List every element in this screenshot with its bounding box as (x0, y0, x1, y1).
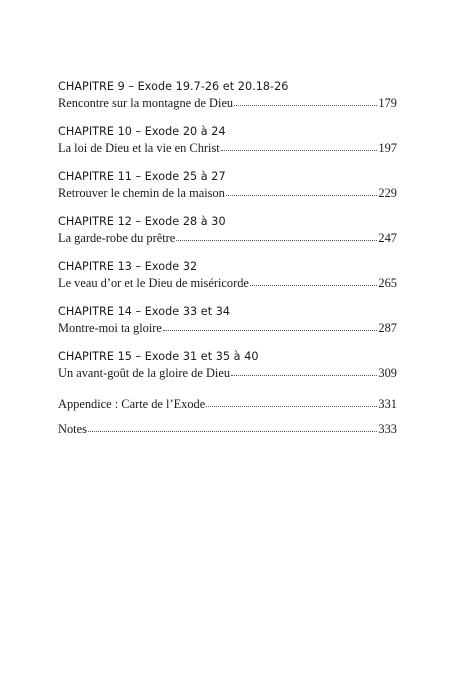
page-number: 331 (378, 397, 397, 411)
entry-title: La loi de Dieu et la vie en Christ (58, 141, 220, 155)
chapter-heading: CHAPITRE 12 – Exode 28 à 30 (58, 215, 226, 228)
toc-entry[interactable] (58, 421, 397, 437)
chapter-heading: CHAPITRE 15 – Exode 31 et 35 à 40 (58, 350, 259, 363)
chapter-heading: CHAPITRE 10 – Exode 20 à 24 (58, 125, 226, 138)
dot-leader (226, 195, 378, 196)
chapter-heading: CHAPITRE 13 – Exode 32 (58, 260, 198, 273)
toc-entry[interactable] (58, 275, 397, 291)
entry-title: La garde-robe du prêtre (58, 231, 176, 245)
entry-title: Notes (58, 422, 87, 436)
table-of-contents (58, 80, 397, 445)
entry-title: Montre-moi ta gloire (58, 321, 162, 335)
page-number: 287 (378, 321, 397, 335)
dot-leader (250, 285, 377, 286)
toc-chapter-10 (58, 125, 397, 170)
chapter-heading: CHAPITRE 14 – Exode 33 et 34 (58, 305, 231, 318)
toc-entry[interactable] (58, 185, 397, 201)
page-number: 333 (378, 422, 397, 436)
page-number: 309 (378, 366, 397, 380)
toc-entry[interactable] (58, 365, 397, 381)
dot-leader (231, 375, 377, 376)
toc-chapter-11 (58, 170, 397, 215)
entry-title: Retrouver le chemin de la maison (58, 186, 225, 200)
dot-leader (163, 330, 377, 331)
toc-entry[interactable] (58, 396, 397, 412)
dot-leader (176, 240, 377, 241)
page-number: 265 (378, 276, 397, 290)
entry-title: Le veau d’or et le Dieu de miséricorde (58, 276, 249, 290)
entry-title: Rencontre sur la montagne de Dieu (58, 96, 234, 110)
toc-chapter-15 (58, 350, 397, 395)
toc-chapter-12 (58, 215, 397, 260)
toc-entry[interactable] (58, 95, 397, 111)
dot-leader (221, 150, 378, 151)
chapter-heading: CHAPITRE 9 – Exode 19.7-26 et 20.18-26 (58, 80, 289, 93)
toc-chapter-9 (58, 80, 397, 125)
entry-title: Appendice : Carte de l’Exode (58, 397, 206, 411)
toc-chapter-13 (58, 260, 397, 305)
toc-appendix (58, 396, 397, 420)
page-number: 229 (378, 186, 397, 200)
toc-chapter-14 (58, 305, 397, 350)
page-number: 247 (378, 231, 397, 245)
toc-entry[interactable] (58, 140, 397, 156)
dot-leader (206, 406, 377, 407)
page-number: 197 (378, 141, 397, 155)
entry-title: Un avant-goût de la gloire de Dieu (58, 366, 231, 380)
toc-entry[interactable] (58, 230, 397, 246)
toc-notes (58, 421, 397, 445)
page-number: 179 (378, 96, 397, 110)
chapter-heading: CHAPITRE 11 – Exode 25 à 27 (58, 170, 226, 183)
dot-leader (234, 105, 377, 106)
dot-leader (88, 431, 377, 432)
toc-entry[interactable] (58, 320, 397, 336)
